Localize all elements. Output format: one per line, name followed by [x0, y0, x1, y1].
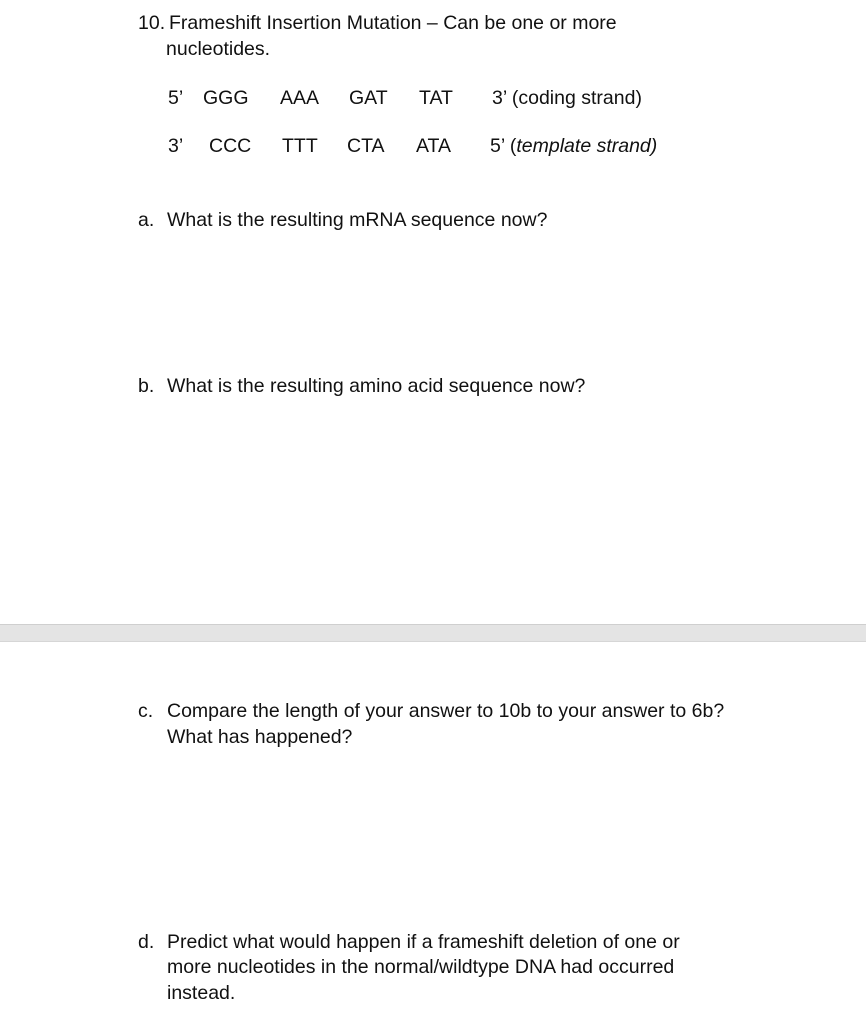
- worksheet-page-2: [0, 642, 866, 1024]
- coding-strand-3-prime-label: 3’ (coding strand): [492, 87, 642, 109]
- template-codon-1: CCC: [209, 135, 252, 157]
- template-codon-4: ATA: [416, 135, 452, 157]
- page-break-divider: [0, 624, 866, 642]
- coding-codon-4: TAT: [419, 87, 453, 109]
- question-title-line-2: nucleotides.: [166, 38, 271, 60]
- part-c-label: c.: [138, 700, 154, 722]
- template-codon-2: TTT: [282, 135, 318, 157]
- part-b-question: What is the resulting amino acid sequence now?: [167, 375, 586, 397]
- question-number: 10.: [138, 12, 166, 34]
- part-b-label: b.: [138, 375, 155, 397]
- coding-codon-1: GGG: [203, 87, 249, 109]
- question-title-line-1: Frameshift Insertion Mutation – Can be one or more: [169, 12, 617, 34]
- template-strand-5-prime-label: [490, 133, 657, 159]
- part-d-question-line-1: Predict what would happen if a frameshift deletion of one or: [167, 931, 680, 953]
- coding-codon-3: GAT: [349, 87, 388, 109]
- part-a-question: What is the resulting mRNA sequence now?: [167, 209, 548, 231]
- template-codon-3: CTA: [347, 135, 385, 157]
- template-strand-label-italic: template strand): [516, 135, 658, 157]
- part-c-question-line-1: Compare the length of your answer to 10b to your answer to 6b?: [167, 700, 725, 722]
- coding-codon-2: AAA: [280, 87, 320, 109]
- template-strand-3-prime: 3’: [168, 135, 184, 157]
- part-d-question-line-3: instead.: [167, 982, 236, 1004]
- part-c-question-line-2: What has happened?: [167, 726, 353, 748]
- template-strand-label-prefix: 5’ (: [490, 135, 517, 157]
- part-a-label: a.: [138, 209, 155, 231]
- part-d-label: d.: [138, 931, 155, 953]
- coding-strand-5-prime: 5’: [168, 87, 184, 109]
- part-d-question-line-2: more nucleotides in the normal/wildtype DNA had occurred: [167, 956, 675, 978]
